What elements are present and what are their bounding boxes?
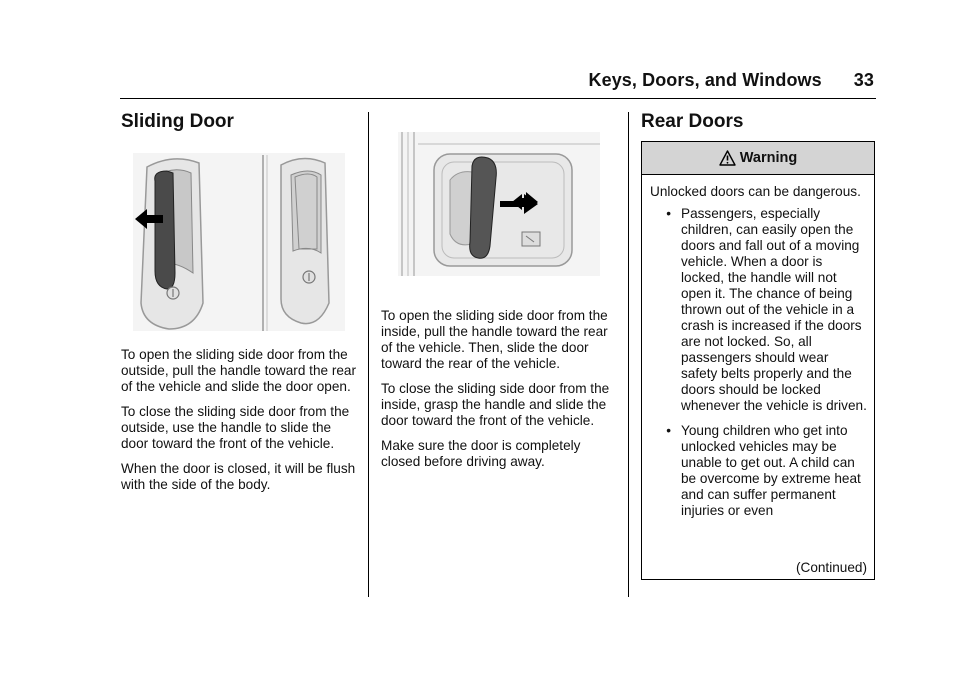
warning-body — [642, 175, 874, 519]
column-divider-right — [628, 112, 629, 597]
warning-box — [641, 141, 875, 580]
paragraph: When the door is closed, it will be flush with the side of the body. — [121, 461, 356, 492]
paragraph: To open the sliding side door from the inside, pull the handle toward the rear of the vehicle. Then, slide the door toward the rear of the vehicle. — [381, 308, 608, 371]
warning-lead: Unlocked doors can be dangerous. — [650, 184, 861, 199]
bullet-text: Young children who get into unlocked vehicles may be unable to get out. A child can be overcome by extreme heat and can suffer permanent injuries or even — [681, 423, 861, 518]
bullet-marker: • — [666, 423, 671, 438]
sliding-door-heading: Sliding Door — [121, 111, 234, 132]
warning-bullet — [650, 423, 867, 519]
paragraph: To close the sliding side door from the inside, grasp the handle and slide the door toward the front of the vehicle. — [381, 381, 610, 428]
paragraph: To close the sliding side door from the outside, use the handle to slide the door toward the front of the vehicle. — [121, 404, 350, 451]
continued-label: (Continued) — [795, 560, 867, 575]
running-header — [588, 70, 874, 91]
exterior-door-handle-illustration — [133, 153, 345, 331]
page-number: 33 — [853, 70, 874, 90]
warning-title: Warning — [739, 150, 798, 166]
paragraph: To open the sliding side door from the outside, pull the handle toward the rear of the vehicle and slide the door open. — [121, 347, 357, 394]
interior-door-handle-illustration — [398, 132, 600, 276]
paragraph: Make sure the door is completely closed before driving away. — [381, 438, 581, 469]
warning-triangle-icon — [719, 150, 736, 166]
left-column-text — [121, 347, 357, 502]
bullet-text: Passengers, especially children, can easily open the doors and fall out of a moving vehicle. When a door is locked, the handle will not open it. The chance of being thrown out of the vehicle in a crash is increased if the doors are not locked. So, all passengers should wear safety belts properly and the doors should be locked whenever the vehicle is driven. — [681, 206, 867, 413]
header-rule — [120, 98, 876, 99]
bullet-marker: • — [666, 206, 671, 221]
column-divider-left — [368, 112, 369, 597]
warning-header — [642, 142, 874, 175]
middle-column-text — [381, 308, 621, 479]
warning-bullet — [650, 206, 867, 414]
rear-doors-heading: Rear Doors — [641, 111, 744, 132]
section-title: Keys, Doors, and Windows — [588, 70, 822, 90]
